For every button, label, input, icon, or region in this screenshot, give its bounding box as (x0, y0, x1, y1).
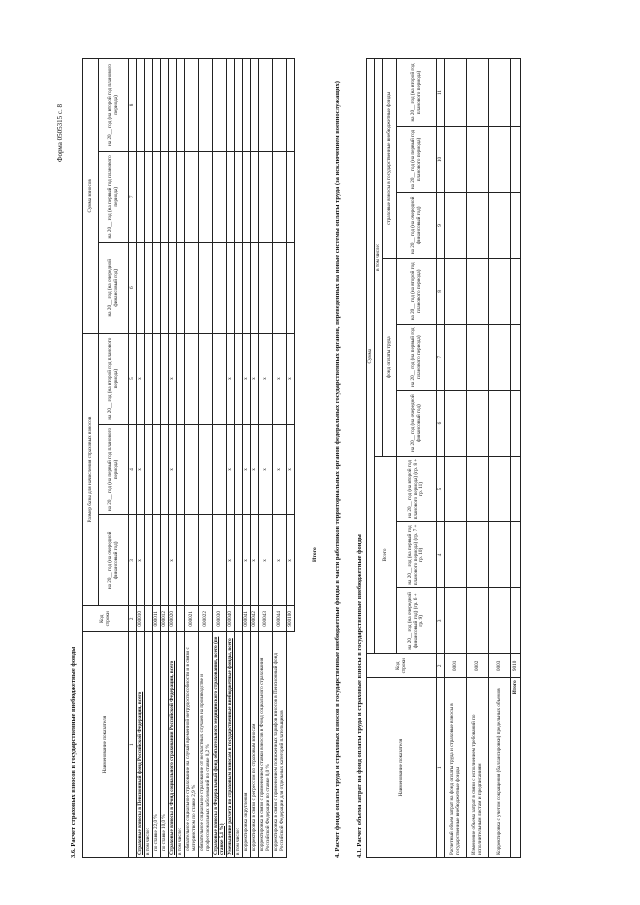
col-number: 5 (129, 333, 137, 424)
base-cell (145, 333, 153, 424)
row-name: Страховые взносы в Пенсионный фонд Российской Федерации, всего (137, 632, 145, 858)
sum-cell[interactable] (273, 242, 287, 333)
col-number: 2 (129, 606, 137, 632)
total-cell (287, 151, 295, 242)
sum-cell[interactable] (213, 59, 227, 152)
value-cell[interactable] (445, 258, 467, 324)
col-number: 11 (437, 59, 445, 127)
total-cell: x (287, 515, 295, 606)
table-row (273, 59, 287, 858)
row-code: 000041 (243, 606, 251, 632)
value-cell[interactable] (445, 522, 467, 588)
base-cell (213, 333, 227, 424)
sum-cell[interactable] (251, 59, 259, 152)
value-cell[interactable] (445, 456, 467, 522)
hdr-incl: в том числе: (375, 59, 383, 457)
row-code: 000042 (251, 606, 259, 632)
base-cell: x (259, 515, 273, 606)
row-code: 0002 (467, 654, 489, 678)
value-cell[interactable] (467, 390, 489, 456)
total-code: 9010 (511, 654, 521, 678)
base-cell: x (137, 333, 145, 424)
value-cell[interactable] (467, 324, 489, 390)
sum-cell[interactable] (227, 59, 235, 152)
value-cell[interactable] (489, 456, 511, 522)
sum-cell[interactable] (161, 59, 169, 152)
base-cell (199, 515, 213, 606)
value-cell[interactable] (445, 588, 467, 654)
hdr-name: Наименование показателя (83, 632, 129, 858)
sum-cell[interactable] (251, 151, 259, 242)
table-row (153, 59, 161, 858)
hdr-base-y2: на 20__ год (на первый год планового периода) (99, 424, 129, 515)
base-cell: x (251, 424, 259, 515)
base-cell (235, 424, 243, 515)
table-row (235, 59, 243, 858)
contributions-table (82, 58, 295, 858)
row-name: Изменение объема затрат в связи с исполнением требований по исполнительным листам и предписаниям (467, 678, 489, 858)
row-name: по ставке 10,0 % (161, 632, 169, 858)
base-cell (161, 333, 169, 424)
sum-cell[interactable] (137, 151, 145, 242)
row-code: 000022 (199, 606, 213, 632)
section-36-title: 3.6. Расчет страховых взносов в государственные внебюджетные фонды (70, 646, 77, 858)
sum-cell[interactable] (227, 151, 235, 242)
row-code: 000012 (161, 606, 169, 632)
hdr-contrib-y3: на 20__ год (на второй год планового периода) (397, 59, 437, 127)
row-code: 000010 (137, 606, 145, 632)
sum-cell[interactable] (169, 151, 177, 242)
hdr-total-y3: на 20__ год (на второй год планового периода) (гр. 8 + гр. 11) (397, 456, 437, 522)
col-number: 2 (437, 654, 445, 678)
column-numbers-row (129, 59, 137, 858)
sum-cell[interactable] (199, 242, 213, 333)
row-code: 000040 (227, 606, 235, 632)
hdr-fot: фонд оплаты труда (383, 258, 397, 456)
sum-cell[interactable] (199, 59, 213, 152)
base-cell (235, 333, 243, 424)
row-name: в том числе: (177, 632, 185, 858)
col-number: 6 (437, 390, 445, 456)
total-cell (287, 242, 295, 333)
col-number: 8 (437, 258, 445, 324)
col-number: 3 (437, 588, 445, 654)
sum-cell[interactable] (145, 242, 153, 333)
value-cell[interactable] (489, 127, 511, 193)
hdr-base-y1: на 20__ год (на очередной финансовый год) (99, 515, 129, 606)
table-row (251, 59, 259, 858)
value-cell[interactable] (467, 588, 489, 654)
row-code: 000030 (213, 606, 227, 632)
form-label: Форма 0505315 с. 8 (56, 103, 64, 162)
value-cell[interactable] (467, 522, 489, 588)
hdr-contrib: страховые взносы в государственные внебюджетные фонды (383, 59, 397, 259)
table-row (213, 59, 227, 858)
table-row (445, 59, 467, 858)
total-cell (511, 588, 521, 654)
section-41-title: 4.1. Расчет объема затрат на фонд оплаты труда и страховые взносы в государственные внебюджетные фонды (356, 534, 363, 858)
sum-cell[interactable] (153, 242, 161, 333)
sum-cell[interactable] (259, 242, 273, 333)
sum-cell[interactable] (259, 59, 273, 152)
row-code (145, 606, 153, 632)
hdr-total-y2: на 20__ год (на первый год планового периода) (гр. 7 + гр. 10) (397, 522, 437, 588)
value-cell[interactable] (489, 59, 511, 127)
sum-cell[interactable] (177, 242, 185, 333)
row-name: по ставке 22,0 % (153, 632, 161, 858)
hdr-fot-y2: на 20__ год (на первый год планового периода) (397, 324, 437, 390)
row-code: 0001 (445, 654, 467, 678)
sum-cell[interactable] (213, 151, 227, 242)
col-number: 8 (129, 59, 137, 152)
value-cell[interactable] (489, 588, 511, 654)
base-cell (145, 515, 153, 606)
sum-cell[interactable] (185, 59, 199, 152)
value-cell[interactable] (489, 258, 511, 324)
column-numbers-row (437, 59, 445, 858)
hdr-total: Всего (375, 456, 397, 654)
row-name: Расчетный объем затрат на фонд оплаты труда и страховые взносы в государственные внебюджетные фонды (445, 678, 467, 858)
table-row (161, 59, 169, 858)
total-spacer (287, 632, 295, 858)
sum-cell[interactable] (235, 151, 243, 242)
sum-cell[interactable] (169, 242, 177, 333)
hdr-code: Код строки (367, 654, 437, 678)
sum-cell[interactable] (251, 242, 259, 333)
base-cell: x (169, 515, 177, 606)
base-cell (185, 515, 199, 606)
sum-cell[interactable] (185, 151, 199, 242)
table-row (185, 59, 199, 858)
table-row (243, 59, 251, 858)
hdr-sum-y1: на 20__ год (на очередной финансовый год) (99, 242, 129, 333)
sum-cell[interactable] (145, 151, 153, 242)
base-cell (177, 424, 185, 515)
section-36-total-label: Итого (312, 547, 318, 562)
sum-cell[interactable] (235, 59, 243, 152)
sum-cell[interactable] (259, 151, 273, 242)
contributions-body (137, 59, 295, 858)
rotated-form (56, 42, 580, 862)
base-cell (199, 333, 213, 424)
base-cell (161, 424, 169, 515)
value-cell[interactable] (445, 324, 467, 390)
col-number: 10 (437, 127, 445, 193)
base-cell (153, 333, 161, 424)
base-cell (213, 424, 227, 515)
sum-cell[interactable] (227, 242, 235, 333)
sum-cell[interactable] (177, 151, 185, 242)
row-name: обязательное социальное страхование от несчастных случаев на производстве и профессиональных заболеваний по ставке 0,2 % (199, 632, 213, 858)
col-number: 1 (129, 632, 137, 858)
col-number: 9 (437, 192, 445, 258)
base-cell: x (243, 424, 251, 515)
col-number: 4 (129, 424, 137, 515)
table-row (227, 59, 235, 858)
row-name: в том числе: (145, 632, 153, 858)
row-name: Корректировка с учетом сокращения (баллансировки) предельных объемов (489, 678, 511, 858)
row-name: корректировка в связи с регрессом по страховым взносам (251, 632, 259, 858)
hdr-sum-group: Сумма взносов (83, 59, 99, 334)
total-cell: x (287, 333, 295, 424)
total-cell (511, 390, 521, 456)
value-cell[interactable] (489, 192, 511, 258)
col-number: 6 (129, 242, 137, 333)
base-cell: x (137, 515, 145, 606)
value-cell[interactable] (445, 59, 467, 127)
sum-cell[interactable] (137, 59, 145, 152)
hdr-sum: Сумма (367, 59, 375, 654)
hdr-contrib-y2: на 20__ год (на первый год планового периода) (397, 127, 437, 193)
sum-cell[interactable] (185, 242, 199, 333)
sum-cell[interactable] (273, 151, 287, 242)
total-cell (511, 324, 521, 390)
sum-cell[interactable] (273, 59, 287, 152)
base-cell: x (169, 333, 177, 424)
col-number: 4 (437, 522, 445, 588)
value-cell[interactable] (445, 127, 467, 193)
value-cell[interactable] (489, 522, 511, 588)
value-cell[interactable] (445, 192, 467, 258)
table-row (137, 59, 145, 858)
base-cell: x (243, 333, 251, 424)
total-cell (511, 456, 521, 522)
table-row (467, 59, 489, 858)
hdr-name: Наименование показателя (367, 678, 437, 858)
hdr-total-y1: на 20__ год (на очередной финансовый год) (гр. 6 + гр. 9) (397, 588, 437, 654)
total-row (287, 59, 295, 858)
row-name: в том числе: (235, 632, 243, 858)
row-name: корректировка в связи с применением пониженных тарифов взносов в Пенсионный фонд Российской Федерации для отдельных категорий плательщиков (273, 632, 287, 858)
table-row (259, 59, 273, 858)
base-cell: x (259, 333, 273, 424)
row-code: 000021 (185, 606, 199, 632)
value-cell[interactable] (489, 390, 511, 456)
row-code (235, 606, 243, 632)
base-cell: x (169, 424, 177, 515)
hdr-contrib-y1: на 20__ год (на очередной финансовый год) (397, 192, 437, 258)
row-code: 0003 (489, 654, 511, 678)
base-cell (153, 424, 161, 515)
sum-cell[interactable] (153, 59, 161, 152)
base-cell: x (227, 333, 235, 424)
sum-cell[interactable] (161, 151, 169, 242)
table-row (169, 59, 177, 858)
table-row (489, 59, 511, 858)
total-code: 900100 (287, 606, 295, 632)
payroll-body (445, 59, 521, 858)
sum-cell[interactable] (243, 59, 251, 152)
col-number: 7 (129, 151, 137, 242)
value-cell[interactable] (445, 390, 467, 456)
col-number: 3 (129, 515, 137, 606)
total-label: Итого (511, 678, 521, 858)
total-cell (511, 192, 521, 258)
payroll-table (366, 58, 521, 858)
total-cell (287, 59, 295, 152)
base-cell (145, 424, 153, 515)
base-cell: x (273, 333, 287, 424)
base-cell: x (251, 515, 259, 606)
base-cell (161, 515, 169, 606)
sum-cell[interactable] (177, 59, 185, 152)
value-cell[interactable] (467, 59, 489, 127)
row-name: Уменьшение расчета по страховым взносам в государственные внебюджетные фонды, всего (227, 632, 235, 858)
row-code: 000043 (259, 606, 273, 632)
base-cell (235, 515, 243, 606)
value-cell[interactable] (467, 456, 489, 522)
table-row (199, 59, 213, 858)
sum-cell[interactable] (145, 59, 153, 152)
total-cell (511, 522, 521, 588)
table-row (177, 59, 185, 858)
base-cell: x (251, 333, 259, 424)
value-cell[interactable] (467, 127, 489, 193)
sum-cell[interactable] (137, 242, 145, 333)
row-name: обязательное социальное страхование на случай временной нетрудоспособности и в связи с материнством по ставке 2,9 % (185, 632, 199, 858)
total-cell (511, 258, 521, 324)
base-cell (177, 515, 185, 606)
sum-cell[interactable] (153, 151, 161, 242)
sum-cell[interactable] (199, 151, 213, 242)
value-cell[interactable] (489, 324, 511, 390)
row-code: 000011 (153, 606, 161, 632)
row-name: Страховые взносы в Федеральный фонд обязательного медицинского страхования, всего (по ставке 5,1 %) (213, 632, 227, 858)
col-number: 7 (437, 324, 445, 390)
total-cell (511, 59, 521, 127)
base-cell (199, 424, 213, 515)
row-name: корректировка в связи с применением ставки взносов в Фонд социального страхования Российской Федерации по ставке 0,0 % (259, 632, 273, 858)
hdr-base-group: Размер базы для начисления страховых взносов (83, 333, 99, 606)
base-cell (177, 333, 185, 424)
col-number: 5 (437, 456, 445, 522)
row-code: 000020 (169, 606, 177, 632)
total-row (511, 59, 521, 858)
sum-cell[interactable] (169, 59, 177, 152)
sum-cell[interactable] (243, 242, 251, 333)
base-cell: x (227, 515, 235, 606)
base-cell (153, 515, 161, 606)
row-code: 000044 (273, 606, 287, 632)
hdr-sum-y2: на 20__ год (на первый год планового периода) (99, 151, 129, 242)
base-cell (213, 515, 227, 606)
row-name: корректировка округления (243, 632, 251, 858)
hdr-sum-y3: на 20__ год (на второй год планового периода) (99, 59, 129, 152)
sum-cell[interactable] (213, 242, 227, 333)
base-cell (185, 333, 199, 424)
hdr-fot-y1: на 20__ год (на очередной финансовый год) (397, 390, 437, 456)
base-cell: x (243, 515, 251, 606)
section-4-title: 4. Расчет фонда оплаты труда и страховых взносов в государственные внебюджетные фонды в части работников территориальных органов федеральных государственных органов, переведенных на новые системы оплаты труда (за исключением военнослужащих) (334, 81, 341, 858)
value-cell[interactable] (467, 192, 489, 258)
sum-cell[interactable] (161, 242, 169, 333)
row-code (177, 606, 185, 632)
base-cell: x (227, 424, 235, 515)
total-cell (511, 127, 521, 193)
hdr-base-y3: на 20__ год (на второй год планового периода) (99, 333, 129, 424)
base-cell: x (259, 424, 273, 515)
sum-cell[interactable] (235, 242, 243, 333)
base-cell: x (137, 424, 145, 515)
base-cell (185, 424, 199, 515)
table-row (145, 59, 153, 858)
hdr-fot-y3: на 20__ год (на второй год планового периода) (397, 258, 437, 324)
base-cell: x (273, 424, 287, 515)
hdr-code: Код строки (83, 606, 129, 632)
row-name: Страховые взносы в Фонд социального страхования Российской Федерации, всего (169, 632, 177, 858)
total-cell: x (287, 424, 295, 515)
sum-cell[interactable] (243, 151, 251, 242)
col-number: 1 (437, 678, 445, 858)
value-cell[interactable] (467, 258, 489, 324)
base-cell: x (273, 515, 287, 606)
